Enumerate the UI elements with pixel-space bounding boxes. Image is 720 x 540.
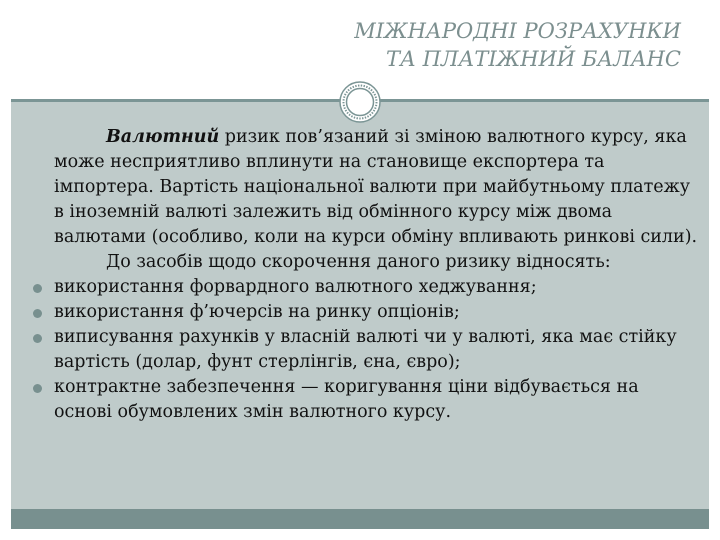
list-item — [29, 300, 701, 325]
list-item-text: використання форвардного валютного хеджування; — [54, 277, 537, 297]
bullet-icon — [33, 284, 42, 293]
bullet-icon — [33, 309, 42, 318]
bullet-icon — [33, 334, 42, 343]
measures-list — [29, 275, 701, 425]
paragraph-measures: До засобів щодо скорочення даного ризику відносять: — [106, 252, 611, 272]
list-item — [29, 325, 701, 375]
list-item-text: використання ф’ючерсів на ринку опціонів; — [54, 302, 460, 322]
footer-bar — [11, 509, 709, 529]
term-highlight: Валютний — [106, 127, 220, 147]
slide-title — [354, 17, 681, 73]
list-item — [29, 375, 701, 425]
title-line-1: МІЖНАРОДНІ РОЗРАХУНКИ — [354, 19, 681, 43]
title-line-2: ТА ПЛАТІЖНИЙ БАЛАНС — [386, 47, 681, 71]
slide — [11, 11, 709, 529]
bullet-icon — [33, 384, 42, 393]
circle-ornament-icon — [339, 81, 381, 123]
slide-body — [29, 125, 701, 425]
list-item-text: контрактне забезпечення — коригування ціни відбувається на основі обумовлених змін валютного курсу. — [54, 377, 639, 422]
intro-text: ризик пов’язаний зі зміною валютного курсу, яка може несприятливо вплинути на становище експортера та імпортера. Вартість національної валюти при майбутньому платежу в іноземній валюті залежить від обмінного курсу між двома валютами (особливо, коли на курси обміну впливають ринкові сили). — [54, 127, 698, 247]
list-item-text: виписування рахунків у власній валюті чи у валюті, яка має стійку вартість (долар, фунт стерлінгів, єна, євро); — [54, 327, 677, 372]
paragraph-intro — [29, 125, 701, 250]
list-item — [29, 275, 701, 300]
